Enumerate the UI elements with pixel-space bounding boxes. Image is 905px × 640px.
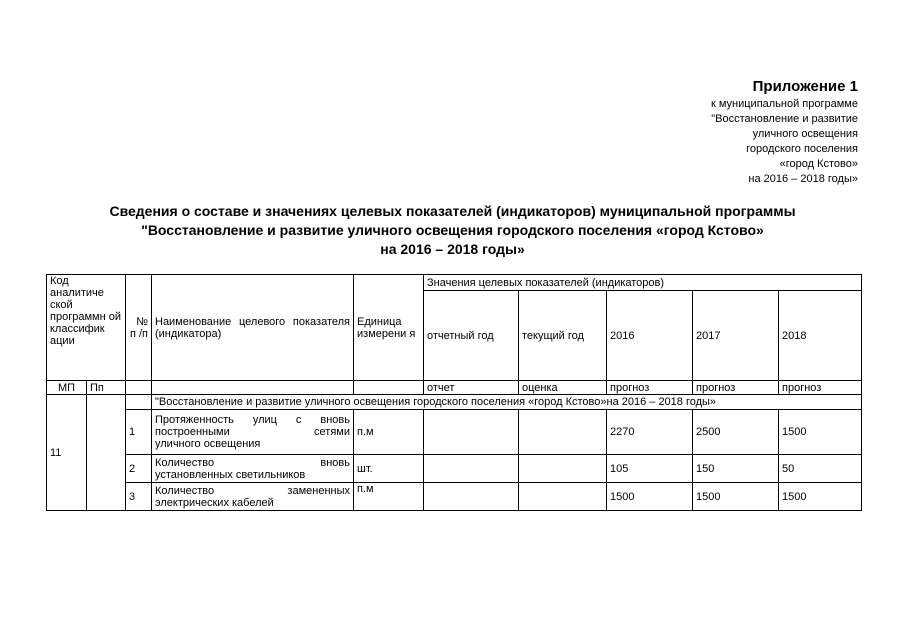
header-mp: МП [47,381,87,395]
row-indicator-name [152,483,354,511]
appendix-title: Приложение 1 [752,78,858,95]
heading-line-3: на 2016 – 2018 годы» [380,241,525,257]
row-report-value [424,455,519,483]
row-value-2017: 2500 [693,410,779,455]
row-current-value [519,483,607,511]
mp-code-cell: 11 [47,395,87,511]
row-unit: п.м [354,483,424,511]
appendix-block [711,78,858,187]
table-row [47,455,862,483]
appendix-line: «город Кстово» [779,158,858,170]
row-indicator-name [152,455,354,483]
header-current-year: текущий год [519,291,607,381]
row-num: 2 [126,455,152,483]
header-year-2017: 2017 [693,291,779,381]
header-name: Наименование целевого показателя (индикатора) [152,275,354,381]
row-indicator-name-line: уличного освещения [155,438,261,450]
row-value-2017: 1500 [693,483,779,511]
table-row [47,483,862,511]
header-report-year: отчетный год [424,291,519,381]
header-sub-2018: прогноз [779,381,862,395]
row-indicator-name-line: Протяженность улиц с вновь [155,414,350,426]
header-sub-2016: прогноз [607,381,693,395]
row-unit: шт. [354,455,424,483]
header-unit-empty [354,381,424,395]
header-year-2018: 2018 [779,291,862,381]
header-num-empty [126,381,152,395]
row-indicator-name-line: Количество вновь [155,456,350,469]
document-heading [0,202,905,259]
row-value-2017: 150 [693,455,779,483]
appendix-line: к муниципальной программе [710,98,858,110]
row-current-value [519,410,607,455]
heading-line-2: "Восстановление и развитие уличного освещения городского поселения «город Кстово» [141,222,764,238]
header-unit: Единица измерени я [354,275,424,381]
row-indicator-name-line: построенными сетями [155,426,350,438]
program-num-empty [126,395,152,410]
row-value-2016: 1500 [607,483,693,511]
row-value-2016: 2270 [607,410,693,455]
header-name-empty [152,381,354,395]
row-value-2018: 1500 [779,410,862,455]
row-indicator-name-line: Количество замененных [155,484,350,497]
header-num: № п /п [126,275,152,381]
row-report-value [424,483,519,511]
heading-line-1: Сведения о составе и значениях целевых показателей (индикаторов) муниципальной программы [109,203,796,219]
row-unit: п.м [354,410,424,455]
table-row [47,410,862,455]
indicators-table [46,274,862,511]
header-year-2016: 2016 [607,291,693,381]
header-sub-current: оценка [519,381,607,395]
header-code: Код аналитиче ской программн ой классифик ации [47,275,126,381]
header-sub-report: отчет [424,381,519,395]
row-num: 3 [126,483,152,511]
appendix-line: уличного освещения [752,128,858,140]
row-value-2018: 1500 [779,483,862,511]
row-indicator-name-line: установленных светильников [155,468,306,481]
pp-code-cell [87,395,126,511]
program-title-row: "Восстановление и развитие уличного освещения городского поселения «город Кстово»на 2016 – 2018 годы» [152,395,862,410]
appendix-line: городского поселения [746,143,858,155]
header-values-group: Значения целевых показателей (индикаторов) [424,275,862,291]
appendix-line: на 2016 – 2018 годы» [748,173,858,185]
header-sub-2017: прогноз [693,381,779,395]
row-value-2016: 105 [607,455,693,483]
row-current-value [519,455,607,483]
row-indicator-name [152,410,354,455]
row-indicator-name-line: электрических кабелей [155,496,274,509]
header-pp: Пп [87,381,126,395]
row-value-2018: 50 [779,455,862,483]
row-report-value [424,410,519,455]
row-num: 1 [126,410,152,455]
appendix-line: "Восстановление и развитие [711,113,858,125]
